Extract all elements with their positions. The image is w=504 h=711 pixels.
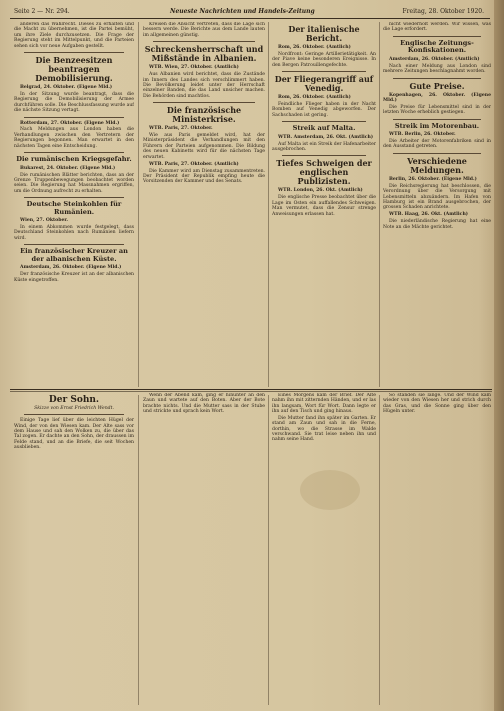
headline: Der Fliegerangriff auf Venedig. bbox=[274, 74, 374, 94]
column-1 bbox=[14, 22, 134, 387]
page-number: Seite 2 — Nr. 294. bbox=[14, 8, 70, 15]
divider bbox=[24, 52, 124, 53]
article-text: Die englische Presse beobachtet über die Lage im Osten ein auffallendes Schweigen. Man vermutet, dass die Zensur strenge Anweisungen erlassen hat. bbox=[272, 195, 376, 217]
headline: Tiefes Schweigen der englischen Publizisten. bbox=[276, 158, 372, 187]
story-column-1 bbox=[14, 393, 134, 705]
story-byline: Skizze von Ernst Friedrich Wendt. bbox=[34, 406, 114, 411]
column-rule bbox=[138, 395, 139, 705]
headline: Die französische Ministerkrise. bbox=[166, 105, 242, 125]
divider bbox=[282, 71, 366, 72]
divider bbox=[24, 414, 124, 415]
article-text: Nach einer Meldung aus London sind mehrere Zeitungen beschlagnahmt worden. bbox=[383, 63, 491, 75]
dateline: WTB. London, 26. Okt. (Amtlich) bbox=[278, 188, 363, 194]
article-text: Wie aus Paris gemeldet wird, hat der Ministerpräsident die Verhandlungen mit den Führern der Parteien aufgenommen. Die Bildung des neuen Kabinetts wird für die nächsten Tage erwartet. bbox=[143, 133, 265, 160]
column-4 bbox=[383, 22, 491, 387]
masthead bbox=[10, 6, 490, 19]
story-paragraph: Die Mutter fand ihn später im Garten. Er stand am Zaun und sah in die Ferne, dorthin, wo die Strasse im Walde verschwand. Sie trat leise neben ihn und nahm seine Hand. bbox=[272, 415, 376, 443]
headline: Streik auf Malta. bbox=[292, 124, 356, 133]
newspaper-title: Neueste Nachrichten und Handels-Zeitung bbox=[170, 8, 315, 15]
column-2 bbox=[143, 22, 265, 387]
column-3 bbox=[272, 22, 376, 387]
article-text: Aus Albanien wird berichtet, dass die Zustände im Innern des Landes sich verschlimmert haben. Die Bevölkerung leidet unter der Herrschaft einzelner Banden, die das Land unsicher machen. Die Behörden sind machtlos. bbox=[143, 72, 265, 99]
article-text: Nordfront: Geringe Artillerietätigkeit. An der Piave keine besonderen Ereignisse. In den Bergen Patrouillengefechte. bbox=[272, 51, 376, 68]
headline: Verschiedene Meldungen. bbox=[407, 155, 467, 175]
dateline: WTB. Paris, 27. Oktober. (Amtlich) bbox=[149, 161, 239, 167]
page-binding bbox=[494, 0, 504, 711]
dateline: Amsterdam, 26. Oktober. (Eigene Mld.) bbox=[20, 265, 122, 271]
article-text: In der Sitzung wurde beantragt, dass die Regierung die Demobilisierung der Armee durchführen solle. Die Beschlussfassung wurde auf die nächste Sitzung vertagt. bbox=[14, 91, 134, 114]
story-column-2 bbox=[143, 393, 265, 705]
story-title: Der Sohn. bbox=[48, 395, 100, 405]
dateline: Bukarest, 24. Oktober. (Eigene Mld.) bbox=[20, 165, 116, 171]
article-text: Die Reichsregierung hat beschlossen, die Verordnung über die Versorgung mit Lebensmitteln abzuändern. Im Hafen von Hamburg ist ein Brand ausgebrochen, der grossen Schaden anrichtete. bbox=[383, 183, 491, 211]
divider bbox=[282, 155, 366, 156]
dateline: WTB. Haag, 26. Okt. (Amtlich) bbox=[389, 212, 468, 218]
dateline: Wien, 27. Oktober. bbox=[20, 218, 68, 224]
headline: Der italienische Bericht. bbox=[288, 24, 360, 43]
story-column-3 bbox=[272, 393, 376, 705]
feuilleton-rule bbox=[10, 389, 492, 390]
divider bbox=[282, 121, 366, 122]
divider bbox=[393, 78, 481, 79]
article-text: Die Preise für Lebensmittel sind in der letzten Woche erheblich gestiegen. bbox=[383, 104, 491, 116]
headline: Ein französischer Kreuzer an der albanischen Küste. bbox=[20, 247, 128, 263]
story-paragraph: Einige Tage lief über die leichten Hügel der Wind, der von den Wiesen kam. Der Alte sass vor dem Hause und sah den Wolken zu, die über das Tal zogen. Er dachte an den Sohn, der draussen im Felde stand, und an die Briefe, die seit Wochen ausblieben. bbox=[14, 418, 134, 451]
article-text: Auf Malta ist ein Streik der Hafenarbeiter ausgebrochen. bbox=[272, 141, 376, 153]
divider bbox=[393, 119, 481, 120]
dateline: Rotterdam, 27. Oktober. (Eigene Mld.) bbox=[20, 120, 120, 126]
article-text: Die rumänischen Blätter berichten, dass an der Grenze Truppenbewegungen beobachtet worden seien. Die Regierung hat Massnahmen ergriffen, um die Ordnung aufrecht zu erhalten. bbox=[14, 172, 134, 194]
divider bbox=[153, 102, 255, 103]
feuilleton-rule bbox=[10, 391, 492, 392]
dateline: WTB. Wien, 27. Oktober. (Amtlich) bbox=[149, 65, 239, 71]
dateline: WTB. Amsterdam, 26. Okt. (Amtlich) bbox=[278, 134, 373, 140]
issue-date: Freitag, 28. Oktober 1920. bbox=[402, 8, 484, 15]
article-text: nicht wiederholt werden. Wir wissen, was die Lage erfordert. bbox=[383, 22, 491, 33]
headline: Die rumänischen Kriegsgefahr. bbox=[16, 155, 132, 164]
dateline: Rom, 26. Oktober. (Amtlich) bbox=[278, 45, 351, 50]
article-text: Die niederländische Regierung hat eine Note an die Mächte gerichtet. bbox=[383, 219, 491, 230]
article-text: Feindliche Flieger haben in der Nacht Bomben auf Venedig abgeworfen. Der Sachschaden ist gering. bbox=[272, 102, 376, 118]
headline: Die Benzeesitzen beantragen Demobilisierung. bbox=[35, 55, 113, 84]
story-column-4 bbox=[383, 393, 491, 705]
headline: Englische Zeitungs-Konfiskationen. bbox=[400, 38, 474, 55]
article-text: anderen das Wahlrecht. Dieses zu erhalten und die Macht zu übernehmen, ist die Partei bemüht, um ihre Ziele durchzusetzen. Die Frage der Regierung steht im Mittelpunkt, und die Parteien sehen sich vor neue Aufgaben gestellt. bbox=[14, 22, 134, 49]
story-paragraph: Wenn der Abend kam, ging er hinunter an den Zaun und wartete auf den Boten. Aber der Bote brachte nichts. Und die Mutter sass in der Stube und strickte und sprach kein Wort. bbox=[143, 393, 265, 415]
divider bbox=[24, 117, 124, 118]
headline: Gute Preise. bbox=[409, 80, 465, 91]
divider bbox=[153, 41, 255, 42]
divider bbox=[393, 153, 481, 154]
dateline: Berlin, 26. Oktober. (Eigene Mld.) bbox=[389, 176, 477, 182]
article-text: Die Arbeiter der Motorenfabriken sind in den Ausstand getreten. bbox=[383, 139, 491, 150]
divider bbox=[24, 197, 124, 198]
column-rule bbox=[268, 395, 269, 705]
article-text: Die Kammer wird am Dienstag zusammentreten. Der Präsident der Republik empfing heute die Vorsitzenden der Kammer und des Senats. bbox=[143, 168, 265, 185]
divider bbox=[24, 244, 124, 245]
headline: Deutsche Steinkohlen für Rumänien. bbox=[26, 200, 122, 216]
dateline: WTB. Berlin, 26. Oktober. bbox=[389, 132, 456, 138]
column-rule bbox=[379, 22, 380, 387]
dateline: Amsterdam, 26. Oktober. (Amtlich) bbox=[389, 56, 480, 62]
dateline: Kopenhagen, 26. Oktober. (Eigene Mld.) bbox=[383, 92, 491, 103]
headline: Streik im Motorenbau. bbox=[394, 121, 480, 130]
article-text: Nach Meldungen aus London haben die Verhandlungen zwischen den Vertretern der Regierungen begonnen. Man erwartet in den nächsten Tagen eine Entscheidung. bbox=[14, 127, 134, 149]
column-rule bbox=[138, 22, 139, 387]
story-paragraph: So standen sie lange. Und der Wind kam wieder von den Wiesen her und strich durch das Gras, und die Sonne ging über den Hügeln unter. bbox=[383, 393, 491, 415]
article-text: In einem Abkommen wurde festgelegt, dass Deutschland Steinkohlen nach Rumänien liefern wird. bbox=[14, 225, 134, 241]
divider bbox=[393, 36, 481, 37]
dateline: Rom, 26. Oktober. (Amtlich) bbox=[278, 95, 351, 101]
story-paragraph: Eines Morgens kam der Brief. Der Alte nahm ihn mit zitternden Händen, und er las ihn langsam, Wort für Wort. Dann legte er ihn auf den Tisch und ging hinaus. bbox=[272, 393, 376, 415]
headline: Schreckensherrschaft und Mißstände in Albanien. bbox=[144, 44, 264, 64]
divider bbox=[24, 152, 124, 153]
dateline: Belgrad, 24. Oktober. (Eigene Mld.) bbox=[20, 85, 113, 91]
column-rule bbox=[268, 22, 269, 387]
article-text: Kreisen die Ansicht vertreten, dass die Lage sich bessern werde. Die Berichte aus dem Lande lauten im allgemeinen günstig. bbox=[143, 22, 265, 38]
article-text: Der französische Kreuzer ist an der albanischen Küste eingetroffen. bbox=[14, 272, 134, 283]
dateline: WTB. Paris, 27. Oktober. bbox=[149, 126, 213, 132]
column-rule bbox=[379, 395, 380, 705]
